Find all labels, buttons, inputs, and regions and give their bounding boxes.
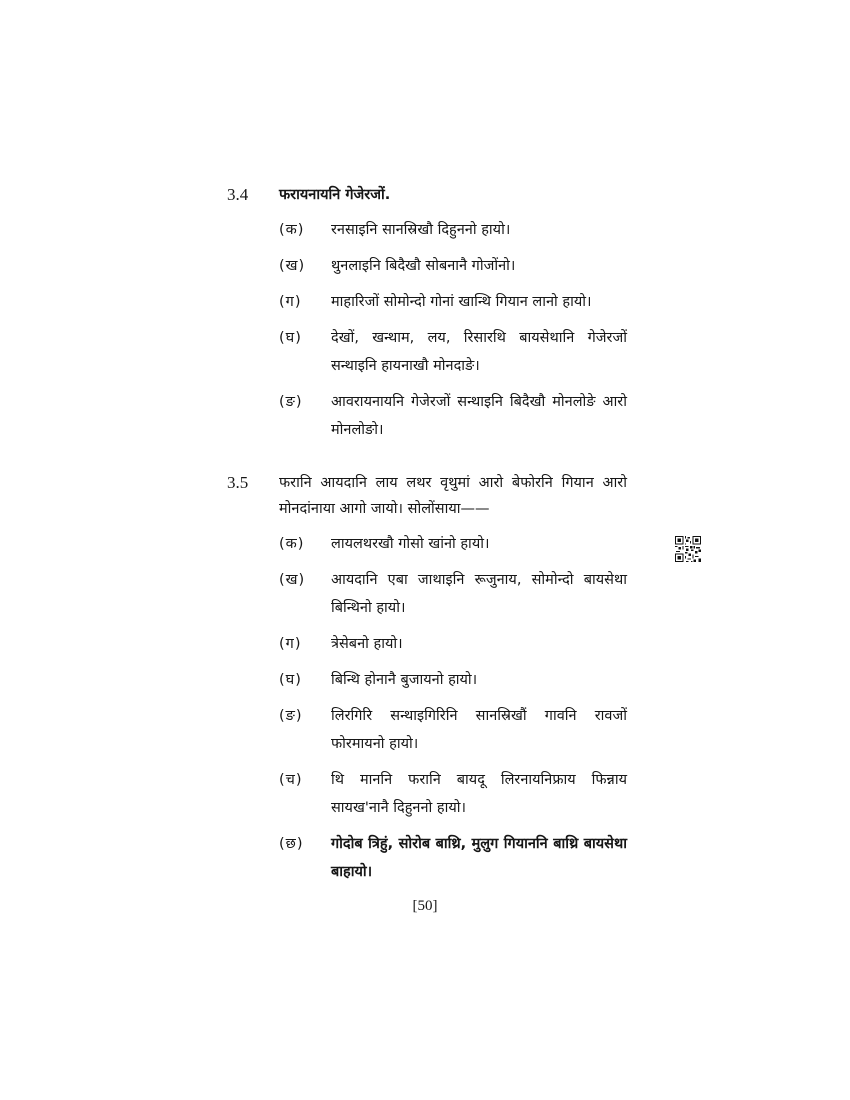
section-3-4	[227, 182, 627, 444]
list-item	[279, 702, 627, 758]
item-label: (छ)	[279, 836, 304, 852]
section-heading	[227, 182, 627, 208]
item-text: आयदानि एबा जाथाइनि रूजुनाय, सोमोन्दो बायसेथा बिन्थिनो हायो।	[331, 572, 627, 616]
item-label: (ग)	[279, 294, 302, 310]
item-text: लिरगिरि सन्थाइगिरिनि सानस्रिखौं गावनि रावजों फोरमायनो हायो।	[331, 708, 627, 752]
section-3-5	[227, 470, 627, 886]
item-text: थि माननि फरानि बायदू लिरनायनिफ्राय फिन्नाय सायख'नानै दिहुननो हायो।	[331, 772, 627, 816]
list-item	[279, 388, 627, 444]
list-item	[279, 566, 627, 622]
item-text: गोदोब त्रिहुं, सोरोब बाथ्रि, मुलुग गियाननि बाथ्रि बायसेथा बाहायो।	[331, 836, 627, 880]
item-text: देखों, खन्थाम, लय, रिसारथि बायसेथानि गेजेरजों सन्थाइनि हायनाखौ मोनदाङे।	[331, 330, 627, 374]
item-text: रनसाइनि सानस्रिखौ दिहुननो हायो।	[331, 222, 511, 238]
item-label: (क)	[279, 222, 305, 238]
section-heading	[227, 470, 627, 522]
list-item	[279, 288, 627, 316]
item-list	[279, 530, 627, 886]
item-text: आवरायनायनि गेजेरजों सन्थाइनि बिदैखौ मोनलोङे आरो मोनलोङो।	[331, 394, 627, 438]
item-label: (ङ)	[279, 708, 303, 724]
item-text: बिन्थि होनानै बुजायनो हायो।	[331, 672, 478, 688]
section-number: 3.5	[227, 473, 249, 492]
list-item	[279, 766, 627, 822]
section-number: 3.4	[227, 185, 249, 204]
item-text: लायलथरखौ गोसो खांनो हायो।	[331, 536, 490, 552]
section-title: फरानि आयदानि लाय लथर वृथुमां आरो बेफोरनि गियान आरो मोनदांनाया आगो जायो। सोलोंसाया——	[279, 475, 627, 517]
list-item	[279, 830, 627, 886]
item-label: (घ)	[279, 330, 302, 346]
section-title: फरायनायनि गेजेरजों.	[279, 187, 391, 203]
item-label: (घ)	[279, 672, 302, 688]
item-label: (ख)	[279, 572, 306, 588]
list-item	[279, 252, 627, 280]
item-label: (ङ)	[279, 394, 303, 410]
item-text: त्रेसेबनो हायो।	[331, 636, 403, 652]
item-label: (ग)	[279, 636, 302, 652]
list-item	[279, 530, 627, 558]
page-number: [50]	[412, 898, 438, 914]
item-label: (ख)	[279, 258, 306, 274]
item-label: (च)	[279, 772, 303, 788]
list-item	[279, 216, 627, 244]
item-list	[279, 216, 627, 444]
qr-code-icon[interactable]	[675, 536, 701, 562]
list-item	[279, 630, 627, 658]
item-text: थुनलाइनि बिदैखौ सोबनानै गोजोंनो।	[331, 258, 516, 274]
list-item	[279, 666, 627, 694]
list-item	[279, 324, 627, 380]
item-text: माहारिजों सोमोन्दो गोनां खान्थि गियान लानो हायो।	[331, 294, 592, 310]
item-label: (क)	[279, 536, 305, 552]
